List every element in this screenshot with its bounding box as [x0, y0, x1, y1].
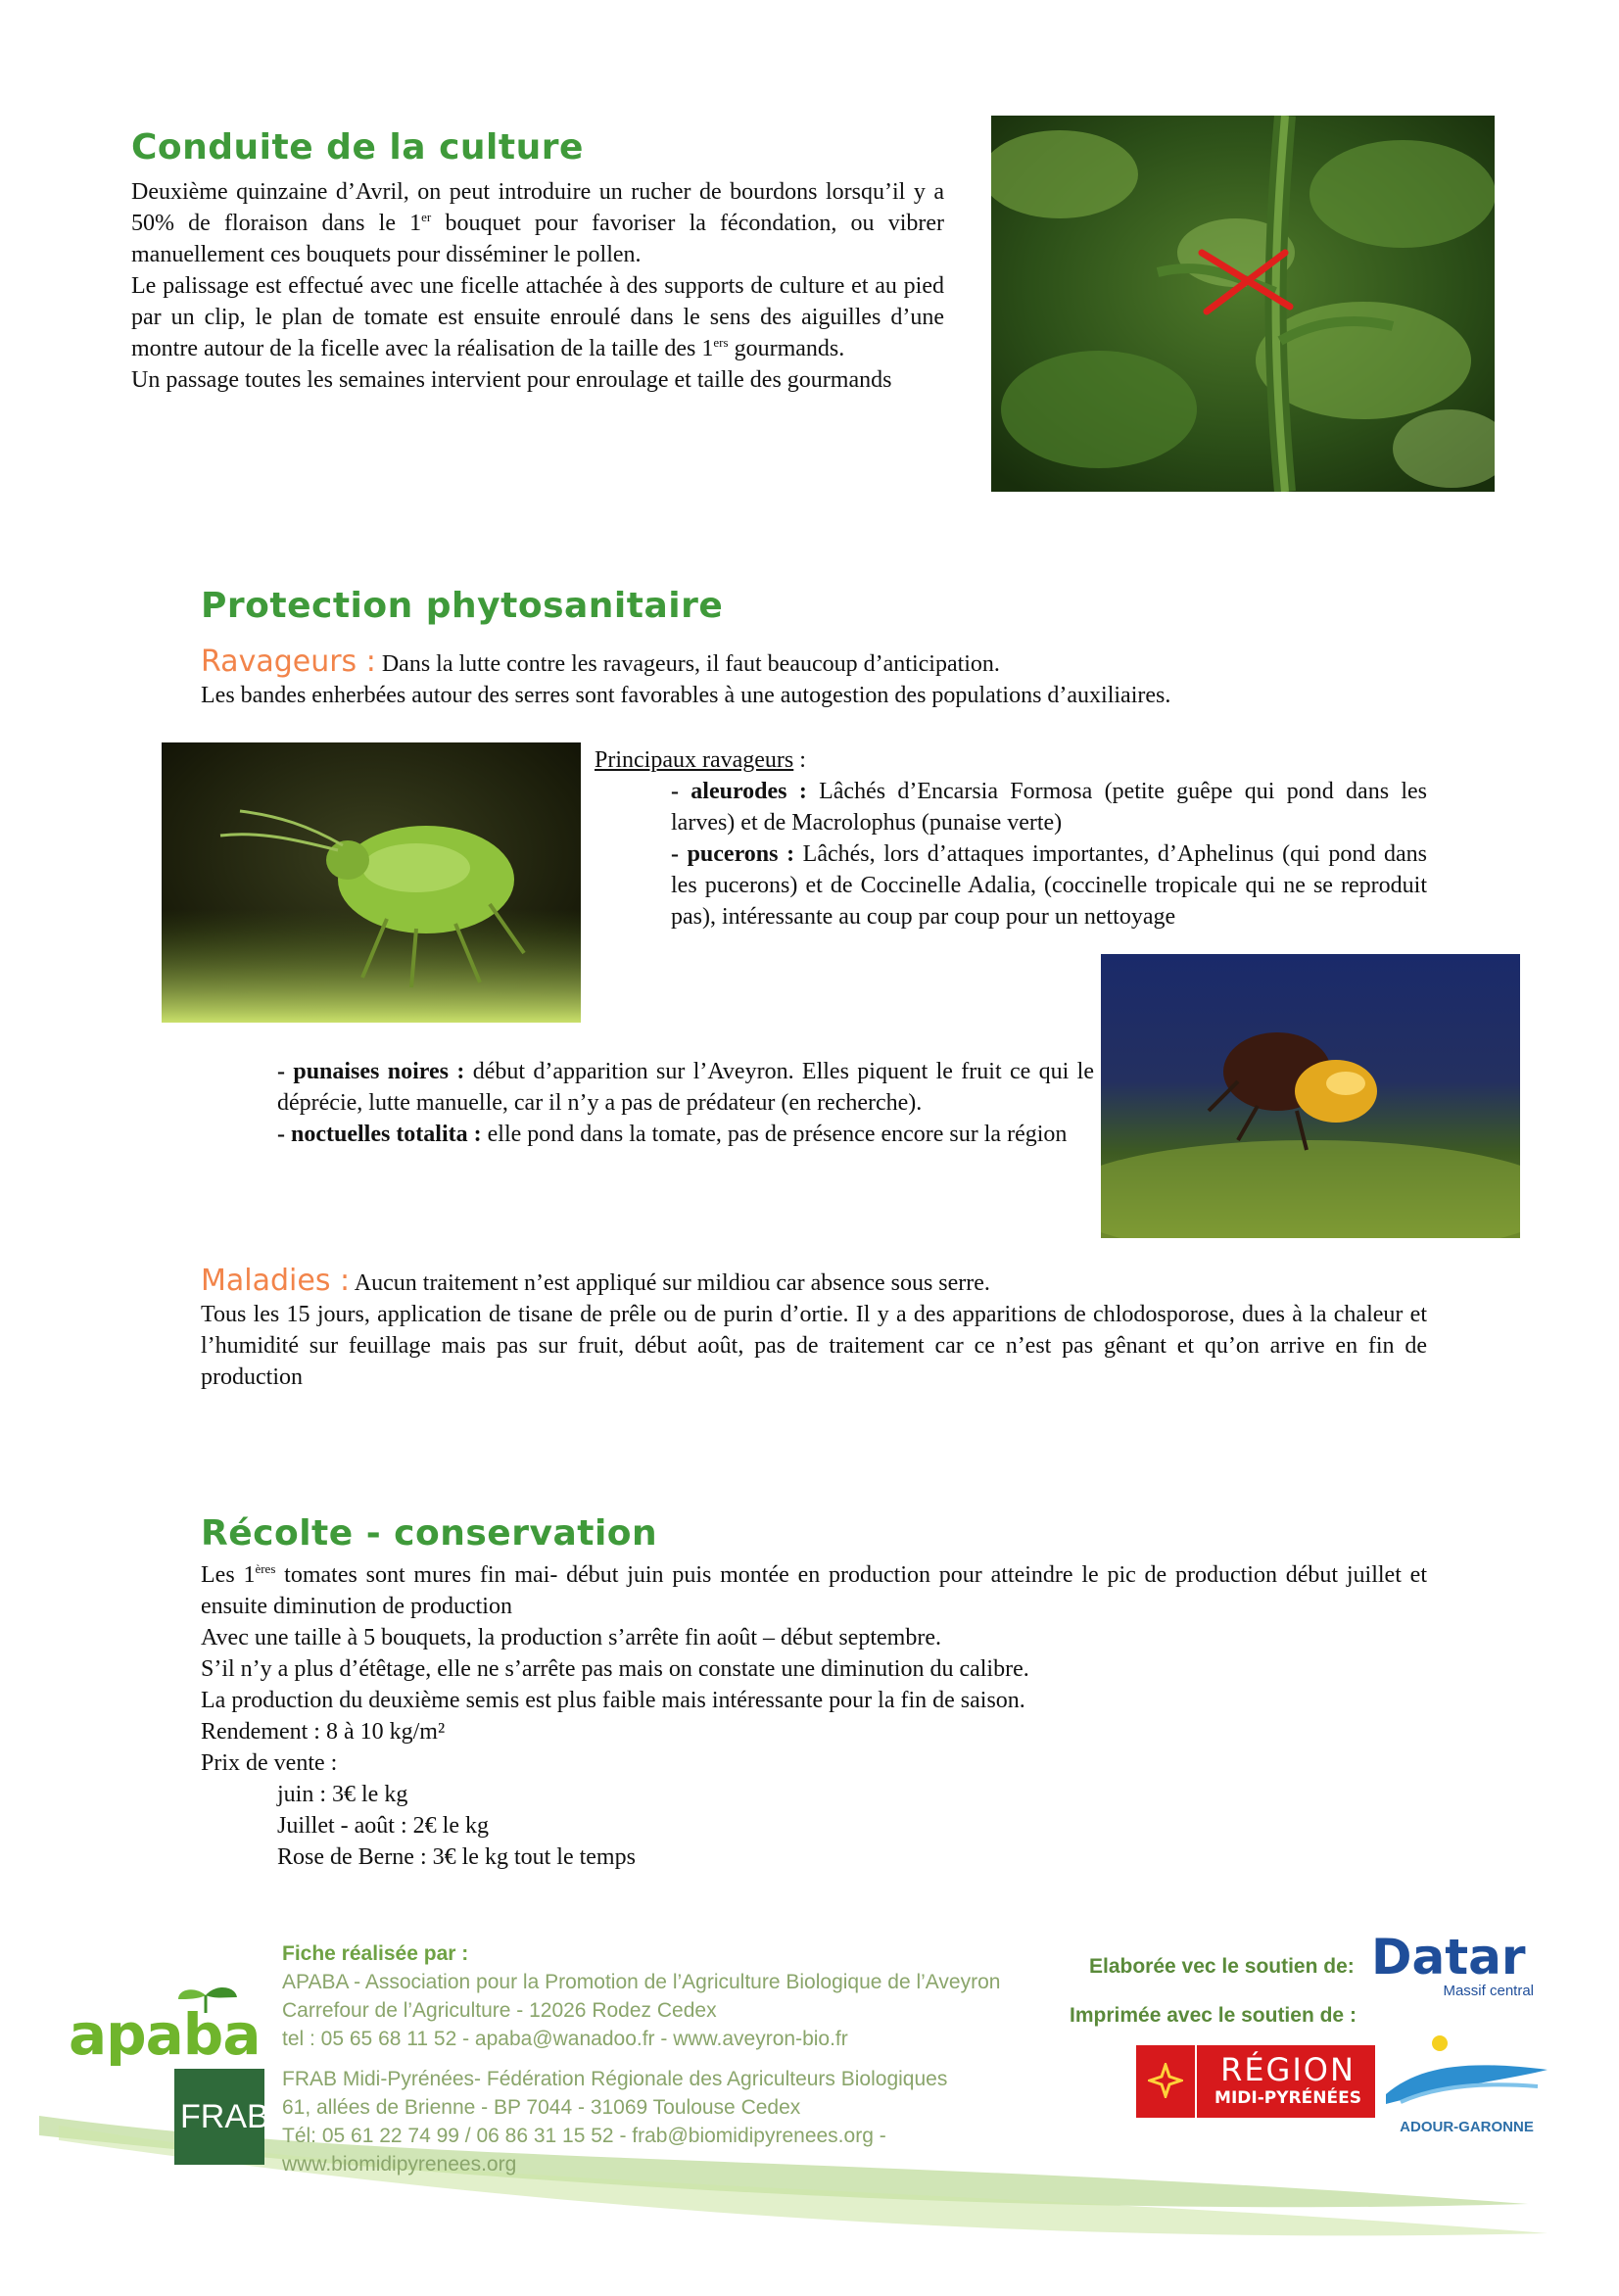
recolte-line-2: Avec une taille à 5 bouquets, la production s’arrête fin août – début septembre. [201, 1625, 941, 1650]
principaux-label: Principaux ravageurs [595, 747, 794, 773]
noctuelles-item: - noctuelles totalita : elle pond dans la tomate, pas de présence encore sur la région [277, 1122, 1068, 1147]
footer-credits [282, 1939, 1085, 2178]
fiche-label: Fiche réalisée par : [282, 1942, 469, 1965]
agence-logo-sub: ADOUR-GARONNE [1400, 2119, 1534, 2135]
frab-logo-text: FRAB [180, 2098, 269, 2135]
frab-line-2: 61, allées de Brienne - BP 7044 - 31069 Toulouse Cedex [282, 2096, 801, 2119]
datar-logo-text: Datar [1371, 1929, 1526, 1985]
ravageurs-label: Ravageurs : [201, 645, 376, 679]
prix-de-vente: Prix de vente : [201, 1750, 338, 1776]
apaba-logo-text: apaba [69, 2001, 261, 2068]
region-divider [1195, 2045, 1197, 2118]
region-logo-text: RÉGION [1220, 2051, 1356, 2088]
frab-line-3: Tél: 05 61 22 74 99 / 06 86 31 15 52 - frab@biomidipyrenees.org - [282, 2125, 886, 2147]
recolte-line-4: La production du deuxième semis est plus faible mais intéressante pour la fin de saison. [201, 1688, 1025, 1713]
aleurodes-item: - aleurodes : Lâchés d’Encarsia Formosa (petite guêpe qui pond dans les larves) et de Macrolophus (punaise verte) [671, 779, 1427, 836]
frab-line-1: FRAB Midi-Pyrénées- Fédération Régionale des Agriculteurs Biologiques [282, 2068, 948, 2090]
imprimee-label: Imprimée avec le soutien de : [1070, 2004, 1357, 2027]
datar-logo-sub: Massif central [1443, 1983, 1534, 1999]
price-item: Juillet - août : 2€ le kg [277, 1813, 489, 1839]
ravageurs-intro [201, 646, 1474, 711]
maladies-text: Aucun traitement n’est appliqué sur mildiou car absence sous serre. [350, 1270, 990, 1296]
principaux-ravageurs: Principaux ravageurs : - aleurodes : Lâchés d’Encarsia Formosa (petite guêpe qui pond dans les larves) et de Macrolophus (punaise verte) - pucerons : Lâchés, lors d’attaques importantes, d’Aphelinus (qui pond dans les pucerons) et de Coccinelle Adalia, (coccinelle tropicale qui ne se reproduit pas), intéressante au coup par coup pour un nettoyage [595, 744, 1427, 933]
region-logo [1136, 2045, 1375, 2118]
culture-paragraph-3: Un passage toutes les semaines intervient pour enroulage et taille des gourmands [131, 367, 892, 393]
frab-line-4: www.biomidipyrenees.org [282, 2153, 517, 2176]
recolte-text [201, 1559, 1427, 1873]
culture-paragraph-2: Le palissage est effectué avec une ficelle attachée à des supports de culture et au pied par un clip, le plan de tomate est ensuite enroulé dans le sens des aiguilles d’une montre autour de la ficelle avec la réalisation de la taille des 1ers gourmands. [131, 273, 944, 361]
rendement: Rendement : 8 à 10 kg/m² [201, 1719, 446, 1745]
punaises-noctuelles [201, 1056, 1094, 1150]
apaba-line-2: Carrefour de l’Agriculture - 12026 Rodez Cedex [282, 1999, 717, 2022]
region-logo-sub: MIDI-PYRÉNÉES [1214, 2088, 1361, 2108]
protection-title: Protection phytosanitaire [201, 586, 724, 626]
frab-logo [174, 2069, 269, 2165]
tomato-plant-photo [991, 116, 1495, 492]
price-item: juin : 3€ le kg [277, 1782, 408, 1807]
elaboree-label: Elaborée vec le soutien de: [1089, 1955, 1355, 1978]
apaba-logo [69, 1984, 264, 2077]
maladies-paragraph: Tous les 15 jours, application de tisane de prêle ou de purin d’ortie. Il y a des apparitions de chlodosporose, dues à la chaleur et l’humidité sur feuillage mais pas sur fruit, début août, pas de traitement car ce n’est pas gênant et qu’on arrive en fin de production [201, 1302, 1427, 1390]
occitan-cross-icon [1148, 2063, 1183, 2098]
recolte-line-1: Les 1ères tomates sont mures fin mai- début juin puis montée en production pour atteindre le pic de production début juillet et ensuite diminution de production [201, 1561, 1427, 1619]
recolte-title: Récolte - conservation [201, 1513, 658, 1554]
apaba-line-3: tel : 05 65 68 11 52 - apaba@wanadoo.fr - www.aveyron-bio.fr [282, 2028, 848, 2050]
pucerons-item: - pucerons : Lâchés, lors d’attaques importantes, d’Aphelinus (qui pond dans les pucerons) et de Coccinelle Adalia, (coccinelle tropicale qui ne se reproduit pas), intéressante au coup par coup pour un nettoyage [671, 841, 1427, 930]
bandes-text: Les bandes enherbées autour des serres sont favorables à une autogestion des populations d’auxiliaires. [201, 683, 1171, 708]
recolte-line-3: S’il n’y a plus d’étêtage, elle ne s’arrête pas mais on constate une diminution du calibre. [201, 1656, 1029, 1682]
apaba-line-1: APABA - Association pour la Promotion de l’Agriculture Biologique de l’Aveyron [282, 1971, 1001, 1993]
punaises-item: - punaises noires : début d’apparition sur l’Aveyron. Elles piquent le fruit ce qui le déprécie, lutte manuelle, car il n’y a pas de prédateur (en recherche). [277, 1059, 1094, 1116]
price-item: Rose de Berne : 3€ le kg tout le temps [277, 1844, 636, 1870]
ravageurs-text: Dans la lutte contre les ravageurs, il faut beaucoup d’anticipation. [375, 651, 1000, 677]
culture-title: Conduite de la culture [131, 127, 584, 167]
bug-photo [1101, 954, 1520, 1238]
maladies-label: Maladies : [201, 1264, 351, 1298]
maladies-block [201, 1266, 1427, 1393]
culture-paragraph-1: Deuxième quinzaine d’Avril, on peut introduire un rucher de bourdons lorsqu’il y a 50% de floraison dans le 1er bouquet pour favoriser la fécondation, ou vibrer manuellement ces bouquets pour disséminer le pollen. [131, 179, 944, 267]
culture-text [131, 176, 944, 396]
datar-logo [1371, 1929, 1548, 2000]
aphid-photo [162, 742, 581, 1023]
agence-eau-logo [1381, 2026, 1552, 2163]
